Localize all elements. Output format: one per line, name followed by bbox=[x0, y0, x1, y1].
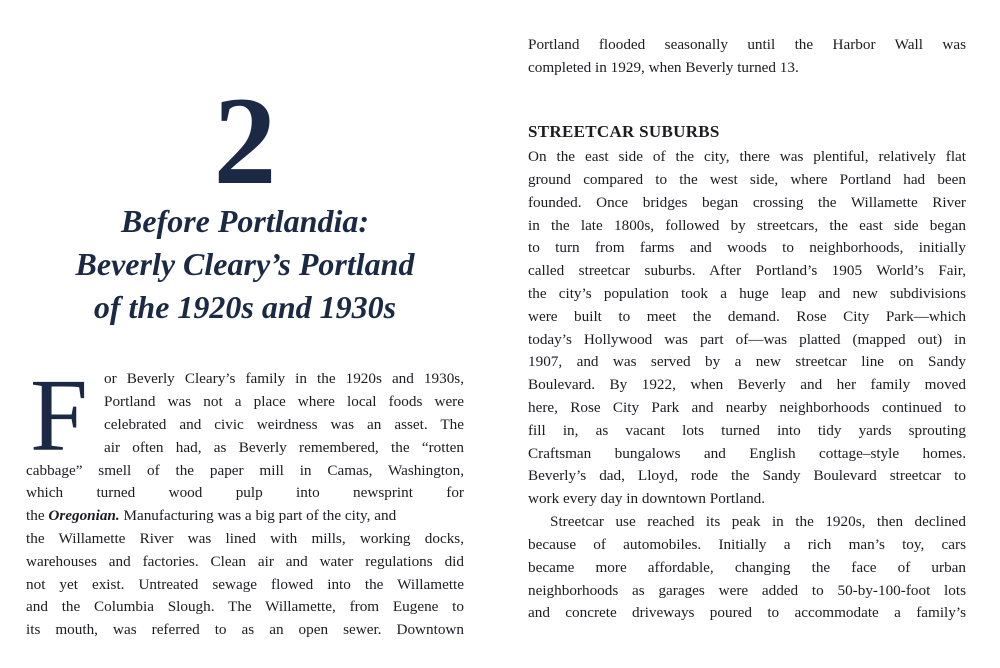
chapter-title-line: of the 1920s and 1930s bbox=[93, 289, 397, 325]
body-line: or Beverly Cleary’s family in the 1920s and 1930s, bbox=[104, 370, 464, 387]
body-line: ground compared to the west side, where Portland had been bbox=[528, 171, 966, 188]
body-line: air often had, as Beverly remembered, the “rotten bbox=[104, 439, 464, 456]
chapter-number: 2 bbox=[213, 72, 277, 211]
body-line: Streetcar use reached its peak in the 1920s, then declined bbox=[550, 513, 966, 530]
body-line: completed in 1929, when Beverly turned 13. bbox=[528, 59, 799, 76]
body-line: neighborhoods as garages were added to 50-by-100-foot lots bbox=[528, 582, 966, 599]
body-line: Portland was not a place where local foods were bbox=[104, 393, 464, 410]
right-page bbox=[528, 0, 966, 668]
body-text: Manufacturing was a big part of the city, and bbox=[119, 507, 397, 524]
body-line: and the Columbia Slough. The Willamette, from Eugene to bbox=[26, 598, 464, 615]
body-line: to turn from farms and woods to neighborhoods, initially bbox=[528, 239, 966, 256]
body-line: Portland flooded seasonally until the Harbor Wall was bbox=[528, 36, 966, 53]
body-line: founded. Once bridges began crossing the Willamette River bbox=[528, 194, 966, 211]
body-line-oregonian bbox=[26, 505, 464, 528]
body-line: the city’s population took a huge leap and new subdivisions bbox=[528, 285, 966, 302]
body-line: Beverly’s dad, Lloyd, rode the Sandy Boulevard streetcar to bbox=[528, 467, 966, 484]
body-line: the Willamette River was lined with mills, working docks, bbox=[26, 530, 464, 547]
chapter-title bbox=[26, 200, 464, 329]
body-line: Boulevard. By 1922, when Beverly and her family moved bbox=[528, 376, 966, 393]
body-line: 1907, and was served by a new streetcar line on Sandy bbox=[528, 353, 966, 370]
body-line: became more affordable, changing the face of urban bbox=[528, 559, 966, 576]
drop-cap: F bbox=[30, 358, 88, 473]
body-line: Craftsman bungalows and English cottage–style homes. bbox=[528, 445, 966, 462]
body-text: the bbox=[26, 507, 49, 524]
body-line: work every day in downtown Portland. bbox=[528, 490, 766, 507]
chapter-title-line: Beverly Cleary’s Portland bbox=[75, 246, 415, 282]
body-line: cabbage” smell of the paper mill in Camas, Washington, bbox=[26, 462, 464, 479]
chapter-title-line: Before Portlandia: bbox=[121, 203, 369, 239]
body-line: here, Rose City Park and nearby neighborhoods continued to bbox=[528, 399, 966, 416]
body-line: not yet exist. Untreated sewage flowed into the Willamette bbox=[26, 576, 464, 593]
body-line: fill in, as vacant lots turned into tidy yards sprouting bbox=[528, 422, 966, 439]
body-line: which turned wood pulp into newsprint for bbox=[26, 484, 464, 501]
body-line: called streetcar suburbs. After Portland’s 1905 World’s Fair, bbox=[528, 262, 966, 279]
body-line: because of automobiles. Initially a rich man’s toy, cars bbox=[528, 536, 966, 553]
body-line: On the east side of the city, there was plentiful, relatively flat bbox=[528, 148, 966, 165]
body-line: in the late 1800s, followed by streetcars, the east side began bbox=[528, 217, 966, 234]
body-line: warehouses and factories. Clean air and water regulations did bbox=[26, 553, 464, 570]
body-line: and concrete driveways poured to accommodate a family’s bbox=[528, 604, 966, 621]
left-page bbox=[26, 0, 464, 668]
section-heading: STREETCAR SUBURBS bbox=[528, 122, 720, 141]
body-line: today’s Hollywood was part of—was platted (mapped out) in bbox=[528, 331, 966, 348]
body-line: celebrated and civic weirdness was an asset. The bbox=[104, 416, 464, 433]
body-line: its mouth, was referred to as an open sewer. Downtown bbox=[26, 621, 464, 638]
body-line: were built to meet the demand. Rose City Park—which bbox=[528, 308, 966, 325]
oregonian-title: Oregonian. bbox=[48, 507, 120, 524]
